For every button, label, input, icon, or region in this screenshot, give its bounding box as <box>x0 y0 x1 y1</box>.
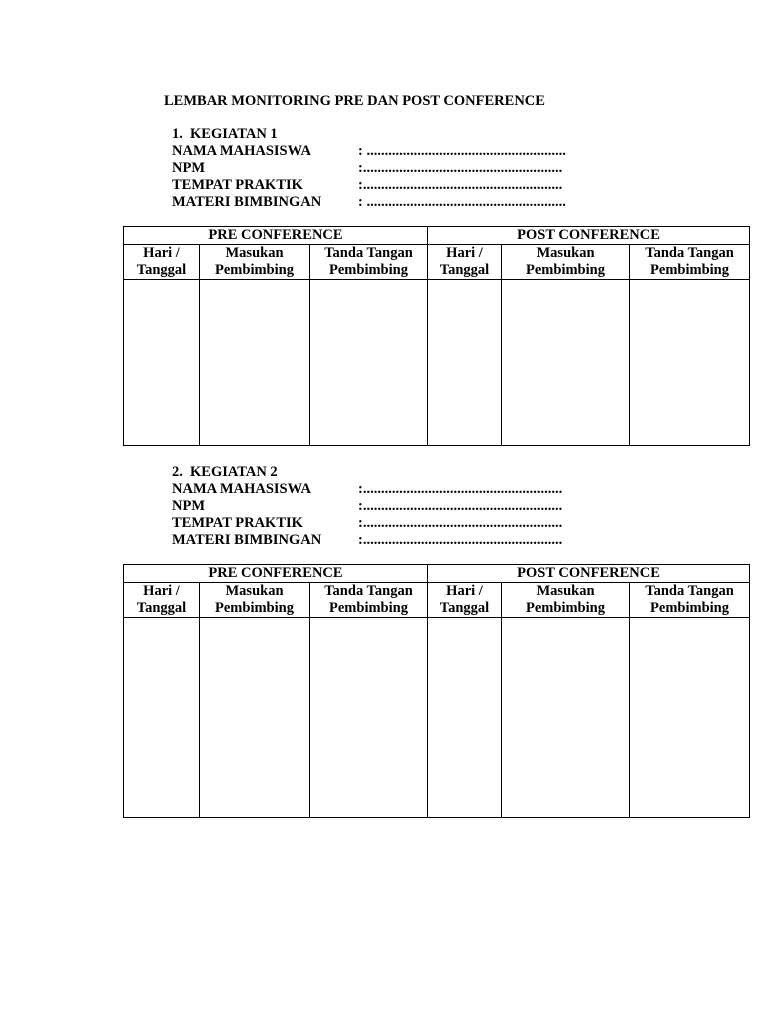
entry-cell[interactable] <box>428 280 502 446</box>
pre-conference-header: PRE CONFERENCE <box>124 565 428 583</box>
field-tempat-praktik[interactable] <box>172 177 566 194</box>
monitoring-table-1 <box>123 226 750 446</box>
field-value: :....................................................... <box>358 177 563 193</box>
section-2-heading <box>172 464 562 481</box>
field-value: : ....................................................... <box>358 194 566 210</box>
entry-cell[interactable] <box>200 618 310 818</box>
field-value: :....................................................... <box>358 515 563 531</box>
column-header-hari-tanggal: Hari / Tanggal <box>428 245 502 280</box>
field-materi-bimbingan[interactable] <box>172 532 562 549</box>
field-tempat-praktik[interactable] <box>172 515 562 532</box>
pre-conference-header: PRE CONFERENCE <box>124 227 428 245</box>
monitoring-table-2 <box>123 564 750 818</box>
column-header-hari-tanggal: Hari / Tanggal <box>124 245 200 280</box>
field-label: NPM <box>172 160 206 176</box>
field-materi-bimbingan[interactable] <box>172 194 566 211</box>
entry-cell[interactable] <box>428 618 502 818</box>
field-label: TEMPAT PRAKTIK <box>172 515 303 531</box>
entry-cell[interactable] <box>630 618 750 818</box>
section-1-heading <box>172 126 566 143</box>
post-conference-header: POST CONFERENCE <box>428 227 750 245</box>
field-label: NAMA MAHASISWA <box>172 481 311 497</box>
field-label: TEMPAT PRAKTIK <box>172 177 303 193</box>
column-header-hari-tanggal: Hari / Tanggal <box>124 583 200 618</box>
section-number: 2. <box>172 464 183 480</box>
field-label: NPM <box>172 498 206 514</box>
entry-cell[interactable] <box>502 618 630 818</box>
column-header-tanda-tangan: Tanda Tangan Pembimbing <box>310 583 428 618</box>
field-nama-mahasiswa[interactable] <box>172 481 562 498</box>
entry-cell[interactable] <box>630 280 750 446</box>
section-number: 1. <box>172 126 183 142</box>
field-value: :....................................................... <box>358 498 563 514</box>
column-header-tanda-tangan: Tanda Tangan Pembimbing <box>630 583 750 618</box>
field-nama-mahasiswa[interactable] <box>172 143 566 160</box>
column-header-masukan: Masukan Pembimbing <box>200 245 310 280</box>
field-value: : ....................................................... <box>358 143 566 159</box>
table-row <box>124 280 750 446</box>
entry-cell[interactable] <box>310 280 428 446</box>
field-value: :....................................................... <box>358 532 563 548</box>
section-heading: KEGIATAN 1 <box>190 126 278 142</box>
field-label: MATERI BIMBINGAN <box>172 194 322 210</box>
entry-cell[interactable] <box>124 280 200 446</box>
column-header-tanda-tangan: Tanda Tangan Pembimbing <box>630 245 750 280</box>
section-1-info <box>172 126 566 211</box>
section-heading: KEGIATAN 2 <box>190 464 278 480</box>
entry-cell[interactable] <box>502 280 630 446</box>
column-header-hari-tanggal: Hari / Tanggal <box>428 583 502 618</box>
column-header-masukan: Masukan Pembimbing <box>502 245 630 280</box>
entry-cell[interactable] <box>310 618 428 818</box>
table-row <box>124 618 750 818</box>
field-label: MATERI BIMBINGAN <box>172 532 322 548</box>
field-label: NAMA MAHASISWA <box>172 143 311 159</box>
column-header-masukan: Masukan Pembimbing <box>200 583 310 618</box>
post-conference-header: POST CONFERENCE <box>428 565 750 583</box>
entry-cell[interactable] <box>124 618 200 818</box>
section-2-info <box>172 464 562 549</box>
column-header-tanda-tangan: Tanda Tangan Pembimbing <box>310 245 428 280</box>
entry-cell[interactable] <box>200 280 310 446</box>
column-header-masukan: Masukan Pembimbing <box>502 583 630 618</box>
field-value: :....................................................... <box>358 481 563 497</box>
document-title: LEMBAR MONITORING PRE DAN POST CONFERENCE <box>164 93 545 109</box>
field-value: :....................................................... <box>358 160 563 176</box>
field-npm[interactable] <box>172 498 562 515</box>
field-npm[interactable] <box>172 160 566 177</box>
